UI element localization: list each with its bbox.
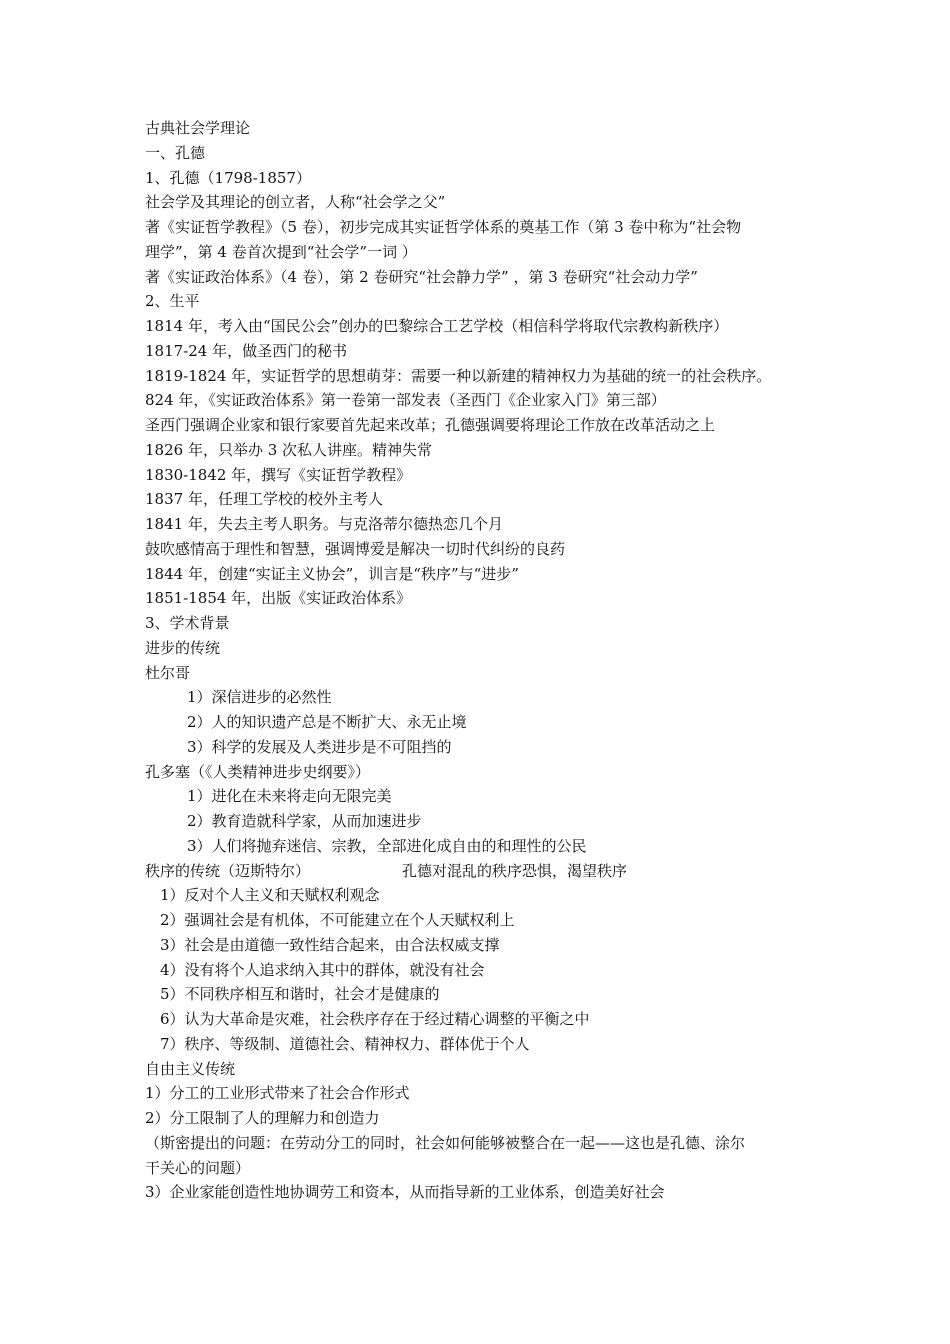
list-item: 1）反对个人主义和天赋权利观念 — [160, 886, 380, 905]
list-item: 4）没有将个人追求纳入其中的群体，就没有社会 — [160, 960, 485, 979]
text-line: 理学”，第 4 卷首次提到“社会学”一词 ） — [145, 242, 417, 261]
text-line: 杜尔哥 — [145, 663, 191, 682]
text-line: 1837 年，任理工学校的校外主考人 — [145, 490, 383, 509]
text-line: 著《实证政治体系》（4 卷），第 2 卷研究“社会静力学” ，第 3 卷研究“社会动力学” — [145, 267, 698, 286]
text-line: 圣西门强调企业家和银行家要首先起来改革；孔德强调要将理论工作放在改革活动之上 — [145, 416, 716, 434]
text-line: 1814 年，考入由“国民公会”创办的巴黎综合工艺学校（相信科学将取代宗教构新秩序） — [145, 317, 729, 335]
text-line: 社会学及其理论的创立者，人称“社会学之父” — [145, 193, 446, 212]
text-line: 1819-1824 年，实证哲学的思想萌芽：需要一种以新建的精神权力为基础的统一的社会秩序。 — [145, 366, 772, 385]
text-line: 1817-24 年，做圣西门的秘书 — [145, 341, 348, 360]
list-item: 3）人们将抛弃迷信、宗教，全部进化成自由的和理性的公民 — [187, 836, 587, 855]
text-line: 鼓吹感情高于理性和智慧，强调博爱是解决一切时代纠纷的良药 — [145, 539, 566, 558]
list-item: 7）秩序、等级制、道德社会、精神权力、群体优于个人 — [160, 1034, 530, 1053]
text-segment: 秩序的传统（迈斯特尔） — [145, 861, 311, 880]
subsection-heading: 1、孔德（1798-1857） — [145, 168, 311, 187]
text-line: 1844 年，创建“实证主义协会”，训言是“秩序”与“进步” — [145, 564, 519, 583]
doc-title: 古典社会学理论 — [145, 119, 251, 137]
text-line: 进步的传统 — [145, 638, 221, 657]
text-line: 孔多塞（《人类精神进步史纲要》） — [145, 762, 371, 781]
list-item: 2）教育造就科学家，从而加速进步 — [187, 812, 422, 830]
text-line: 1841 年，失去主考人职务。与克洛蒂尔德热恋几个月 — [145, 515, 503, 533]
list-item: 6）认为大革命是灾难，社会秩序存在于经过精心调整的平衡之中 — [160, 1010, 590, 1028]
list-item: 2）人的知识遗产总是不断扩大、永无止境 — [187, 713, 467, 731]
subsection-heading: 3、学术背景 — [145, 614, 230, 632]
list-item: 5）不同秩序相互和谐时，社会才是健康的 — [160, 985, 440, 1004]
document-page — [145, 116, 825, 1205]
text-line: 1830-1842 年，撰写《实证哲学教程》 — [145, 465, 412, 484]
text-line: 1851-1854 年，出版《实证政治体系》 — [145, 589, 412, 608]
text-line — [145, 859, 825, 884]
list-item: 3）社会是由道德一致性结合起来，由合法权威支撑 — [160, 935, 500, 954]
text-line: （斯密提出的问题：在劳动分工的同时，社会如何能够被整合在一起——这也是孔德、涂尔 — [145, 1133, 746, 1152]
list-item: 3）企业家能创造性地协调劳工和资本，从而指导新的工业体系，创造美好社会 — [145, 1183, 665, 1202]
text-line: 824 年，《实证政治体系》第一卷第一部发表（圣西门《企业家入门》第三部） — [145, 391, 666, 410]
text-line: 干关心的问题） — [145, 1158, 251, 1177]
subsection-heading: 2、生平 — [145, 292, 200, 311]
list-item: 2）分工限制了人的理解力和创造力 — [145, 1109, 380, 1127]
list-item: 1）进化在未来将走向无限完美 — [187, 787, 392, 806]
list-item: 2）强调社会是有机体，不可能建立在个人天赋权利上 — [160, 911, 515, 929]
list-item: 3）科学的发展及人类进步是不可阻挡的 — [187, 737, 452, 756]
text-line: 著《实证哲学教程》（5 卷），初步完成其实证哲学体系的奠基工作（第 3 卷中称为“社会物 — [145, 218, 742, 236]
list-item: 1）深信进步的必然性 — [187, 688, 332, 707]
text-line: 1826 年，只举办 3 次私人讲座。精神失常 — [145, 440, 433, 459]
text-segment: 孔德对混乱的秩序恐惧，渴望秩序 — [402, 861, 628, 880]
list-item: 1）分工的工业形式带来了社会合作形式 — [145, 1084, 410, 1103]
section-heading: 一、孔德 — [145, 143, 206, 162]
text-line: 自由主义传统 — [145, 1059, 236, 1078]
